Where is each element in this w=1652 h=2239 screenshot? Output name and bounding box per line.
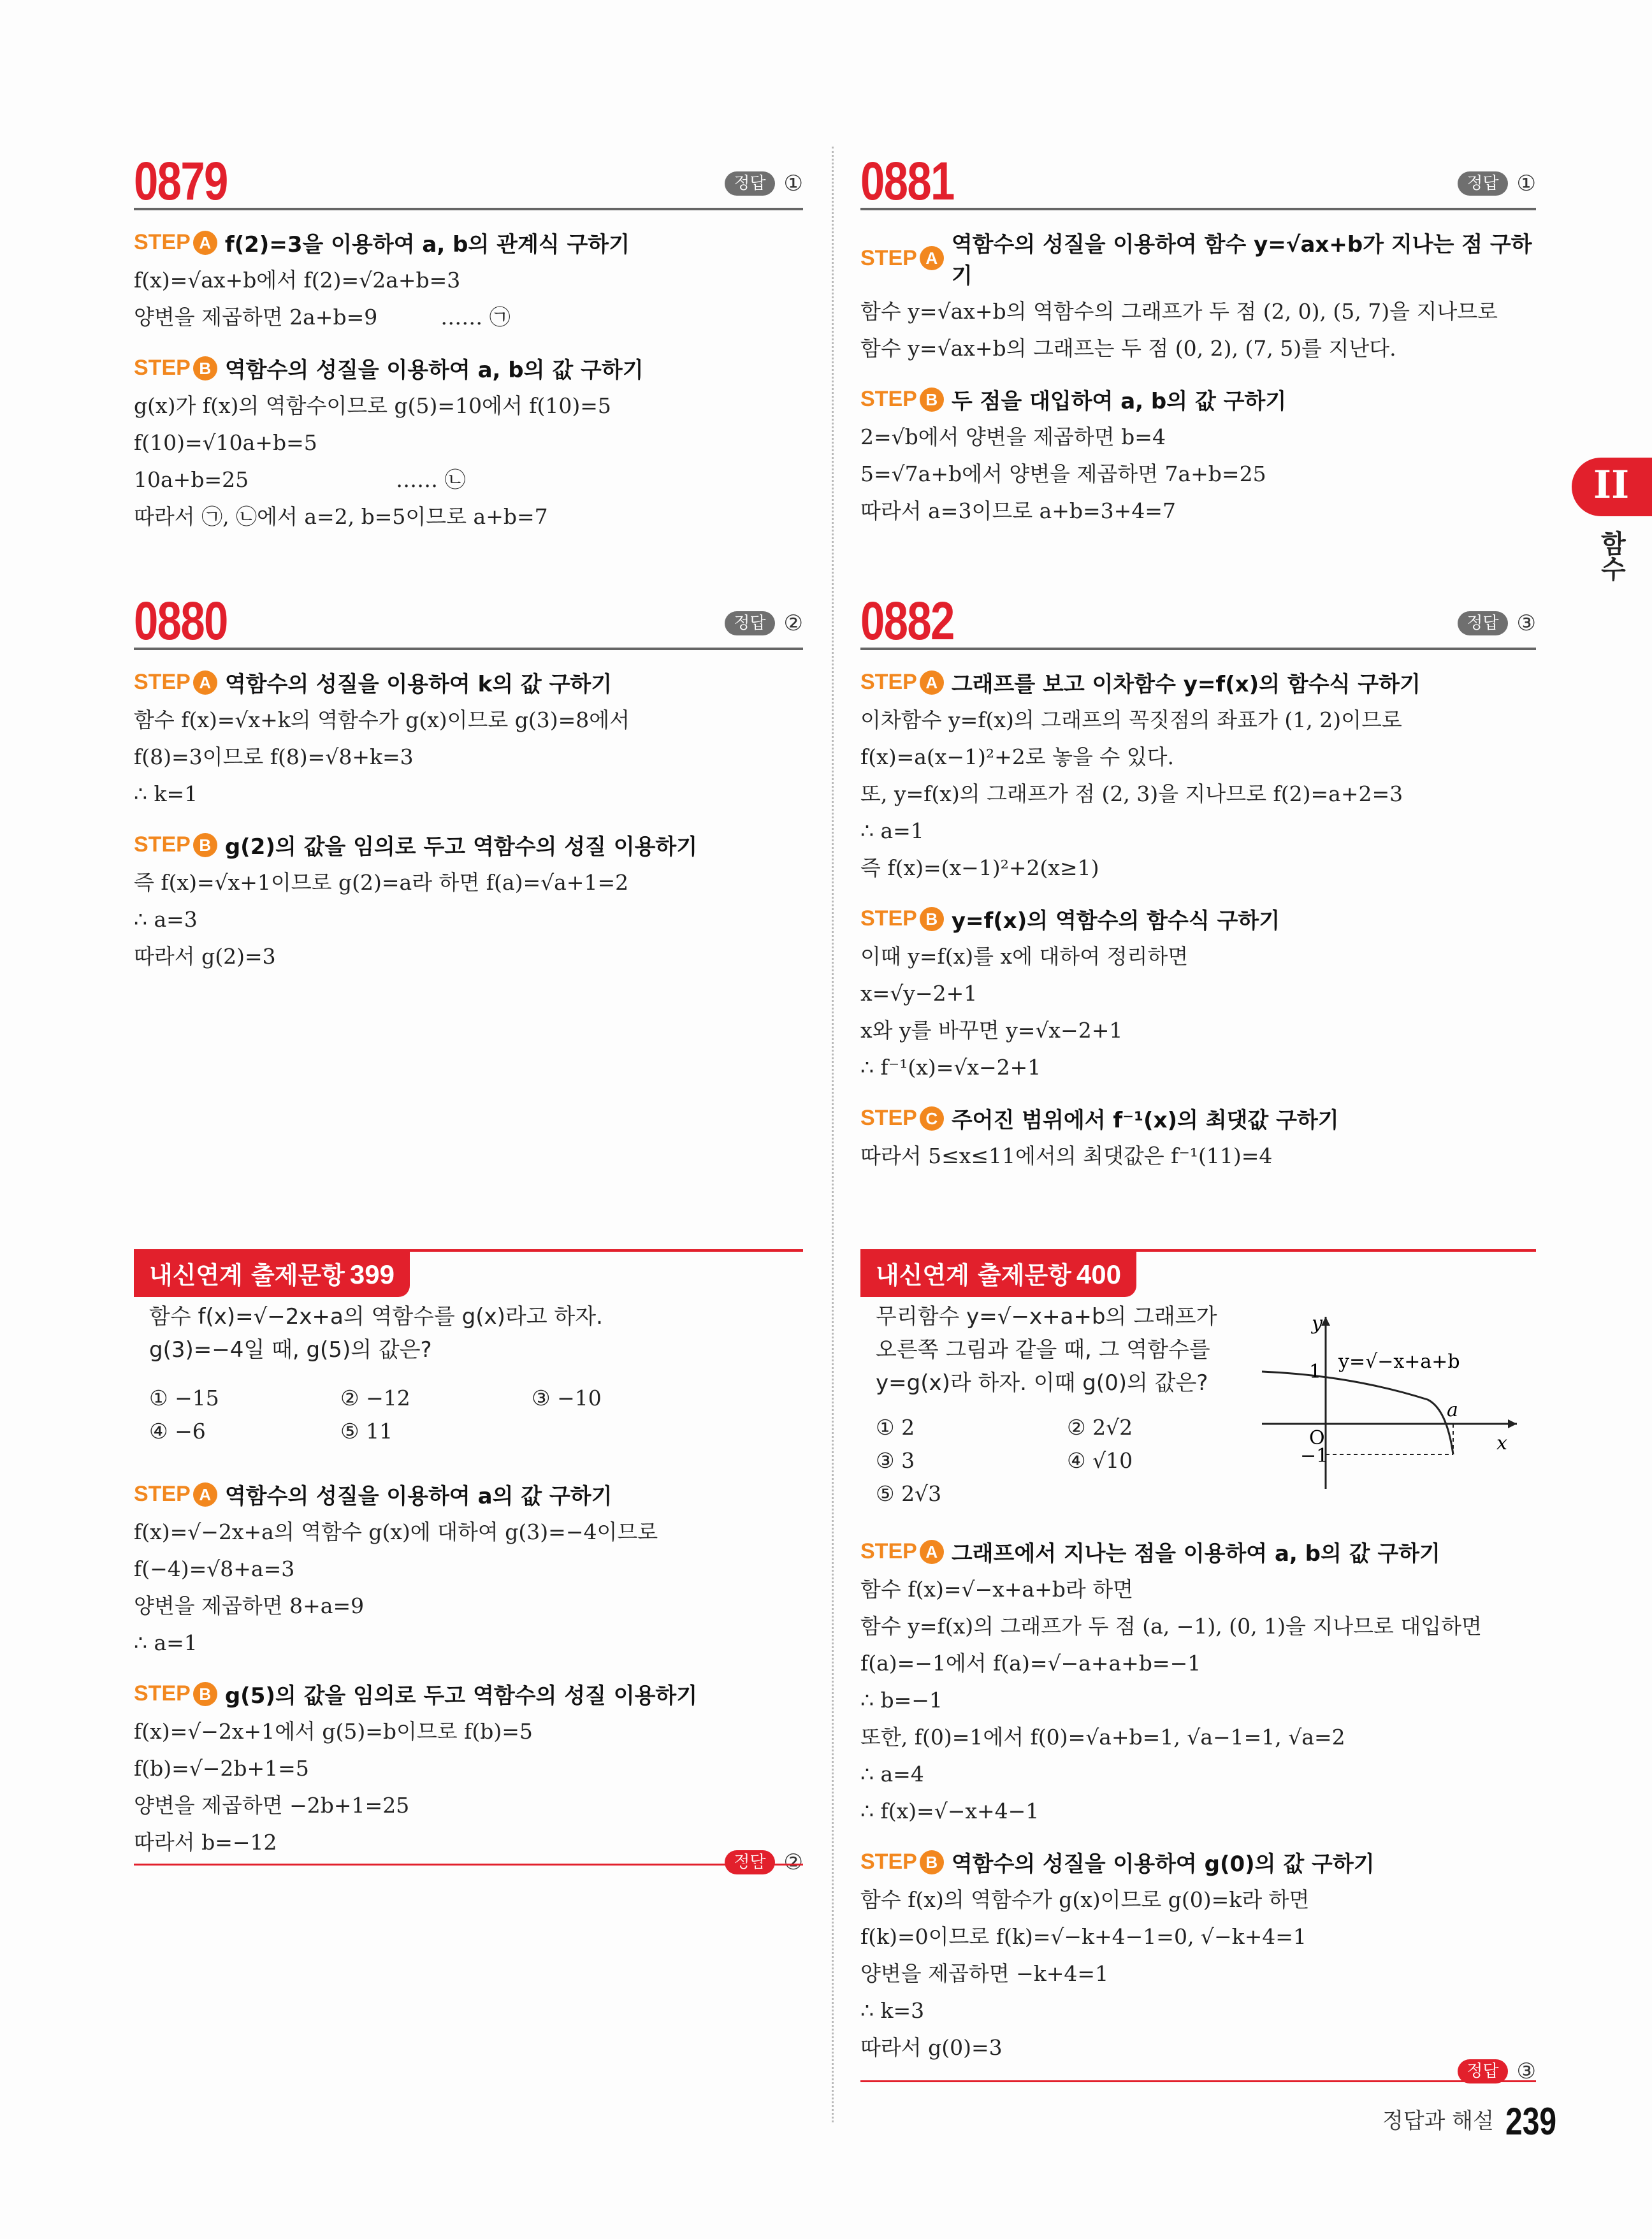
solution-line: x=√y−2+1 [860,981,978,1006]
problem-header [134,147,803,210]
step-a [860,667,1536,698]
solution-line: f(10)=√10a+b=5 [134,430,317,455]
choice-row [876,1448,1258,1481]
step-b [860,1846,1536,1878]
solution-line: ∴ a=1 [134,1630,198,1655]
answer-value: ③ [1516,611,1536,636]
step-b [134,352,803,384]
answer-indicator [725,611,803,636]
question-line: 오른쪽 그림과 같을 때, 그 역함수를 [876,1337,1210,1363]
step-tag: STEP B [134,832,217,857]
problem-number: 0879 [134,151,228,211]
linked-problem-tag [860,1249,1136,1297]
column-divider [832,147,834,2122]
solution [134,1462,803,1861]
step-letter: B [193,356,217,380]
choice: ④ −6 [149,1419,206,1444]
solution-line: 함수 y=√ax+b의 그래프는 두 점 (0, 2), (7, 5)를 지난다. [860,336,1396,361]
x-tick-a: a [1447,1399,1458,1421]
curve-label: y=√−x+a+b [1338,1351,1460,1373]
choice-row [876,1481,1258,1514]
step-title: 역함수의 성질을 이용하여 함수 y=√ax+b가 지나는 점 구하기 [951,232,1532,289]
answer-indicator [1458,611,1536,636]
solution-line: 양변을 제곱하면 −2b+1=25 [134,1793,410,1818]
question-line: y=g(x)라 하자. 이때 g(0)의 값은? [876,1370,1208,1396]
step-b [134,1678,803,1709]
solution-line: 또한, f(0)=1에서 f(0)=√a+b=1, √a−1=1, √a=2 [860,1725,1345,1750]
solution-line: 함수 y=√ax+b의 역함수의 그래프가 두 점 (2, 0), (5, 7)을 지나므로 [860,299,1498,324]
step-tag: STEP B [860,906,944,931]
step-letter: C [920,1106,944,1131]
step-letter: A [920,246,944,270]
solution-line: 10a+b=25 …… ㉡ [134,467,466,492]
solution-line: 따라서 5≤x≤11에서의 최댓값은 f⁻¹(11)=4 [860,1143,1273,1168]
solution-line: f(x)=√−2x+1에서 g(5)=b이므로 f(b)=5 [134,1719,533,1744]
step-title: 역함수의 성질을 이용하여 a의 값 구하기 [224,1484,612,1509]
answer-value: ① [1516,171,1536,196]
y-axis-label: y [1312,1312,1322,1335]
solution-line: f(−4)=√8+a=3 [134,1556,295,1581]
solution-line: x와 y를 바꾸면 y=√x−2+1 [860,1018,1123,1043]
step-letter: A [920,1540,944,1564]
step-tag: STEP A [860,670,944,695]
origin-label: O [1309,1427,1325,1449]
solution-line: ∴ f(x)=√−x+4−1 [860,1799,1040,1823]
question-text [149,1300,603,1366]
solution-line: 함수 f(x)=√x+k의 역함수가 g(x)이므로 g(3)=8에서 [134,707,630,732]
tag-number: 399 [349,1259,395,1289]
solution-lines [134,262,803,336]
solution-line: 2=√b에서 양변을 제곱하면 b=4 [860,424,1166,449]
answer-badge: 정답 [725,1850,774,1874]
answer-indicator [1458,171,1536,196]
step-title: 역함수의 성질을 이용하여 g(0)의 값 구하기 [951,1851,1375,1877]
solution-line: 따라서 b=−12 [134,1830,277,1855]
answer-indicator [725,171,803,196]
left-column [134,0,803,2239]
problem-header [860,147,1536,210]
tag-text: 내신연계 출제문항 [876,1261,1071,1289]
solution-line: 이차함수 y=f(x)의 그래프의 꼭짓점의 좌표가 (1, 2)이므로 [860,707,1402,732]
step-title: 그래프를 보고 이차함수 y=f(x)의 함수식 구하기 [951,672,1421,697]
step-letter: A [193,231,217,255]
solution-line: f(b)=√−2b+1=5 [134,1756,309,1781]
solution-lines [134,1713,803,1861]
solution-line: 따라서 g(2)=3 [134,944,276,969]
solution-line: ∴ a=4 [860,1762,924,1786]
step-b [134,829,803,860]
x-axis-label: x [1496,1432,1507,1454]
choice: ① −15 [149,1386,219,1410]
solution-lines [860,419,1536,530]
end-rule [134,1864,803,1866]
solution-line: 또, y=f(x)의 그래프가 점 (2, 3)을 지나므로 f(2)=a+2=3 [860,781,1403,806]
choice: ⑤ 11 [340,1419,393,1444]
step-tag: STEP B [860,387,944,412]
choice: ④ √10 [1067,1448,1133,1473]
solution-line: 즉 f(x)=√x+1이므로 g(2)=a라 하면 f(a)=√a+1=2 [134,870,629,895]
step-b [860,384,1536,415]
solution-lines [860,1571,1536,1830]
solution-lines [134,702,803,813]
answer-badge: 정답 [1458,171,1507,196]
step-tag: STEP A [134,230,217,255]
question-line: 무리함수 y=√−x+a+b의 그래프가 [876,1304,1217,1330]
step-letter: B [920,907,944,931]
answer-choices [876,1415,1258,1514]
choice-row [149,1386,723,1419]
solution-lines [134,388,803,535]
step-title: 주어진 범위에서 f⁻¹(x)의 최댓값 구하기 [951,1108,1339,1133]
question-text [876,1300,1217,1400]
answer-value: ② [783,611,803,636]
linked-problem-tag [134,1249,410,1297]
step-title: g(5)의 값을 임의로 두고 역함수의 성질 이용하기 [224,1683,698,1709]
step-c [860,1103,1536,1134]
step-tag: STEP A [134,1482,217,1507]
answer-indicator [725,1850,803,1875]
choice: ① 2 [876,1415,915,1440]
solution-lines [860,1881,1536,2066]
solution-lines [860,293,1536,367]
step-tag: STEP B [134,1681,217,1706]
step-title: 역함수의 성질을 이용하여 a, b의 값 구하기 [224,358,644,383]
curve [1262,1372,1453,1454]
y-tick-positive: 1 [1309,1361,1322,1383]
step-letter: B [920,1850,944,1874]
problem-0881 [860,147,1536,530]
step-title: f(2)=3을 이용하여 a, b의 관계식 구하기 [224,232,630,257]
y-tick-negative: −1 [1300,1445,1329,1467]
problem-0879 [134,147,803,535]
solution-line: 양변을 제곱하면 −k+4=1 [860,1961,1109,1986]
solution-line: ∴ a=3 [134,907,198,932]
solution-line: 따라서 a=3이므로 a+b=3+4=7 [860,498,1176,523]
problem-0882 [860,586,1536,1175]
answer-value: ① [783,171,803,196]
problem-0880 [134,586,803,975]
solution-lines [860,1138,1536,1175]
step-tag: STEP B [134,356,217,380]
solution-line: 함수 f(x)=√−x+a+b라 하면 [860,1577,1133,1602]
chapter-tab-label: II [1593,463,1630,507]
answer-value: ③ [1516,2059,1536,2084]
chapter-name: 함수 [1597,530,1626,581]
problem-header [860,586,1536,650]
solution-lines [860,938,1536,1086]
right-column [860,0,1536,2239]
solution-lines [134,1514,803,1662]
answer-badge: 정답 [1458,2059,1507,2083]
step-letter: B [920,388,944,412]
choice-row [149,1419,723,1452]
question-line: 함수 f(x)=√−2x+a의 역함수를 g(x)라고 하자. [149,1304,603,1330]
solution-line: ∴ k=3 [860,1998,925,2023]
step-letter: B [193,1682,217,1706]
solution-line: f(a)=−1에서 f(a)=√−a+a+b=−1 [860,1651,1201,1676]
solution-line: 따라서 g(0)=3 [860,2035,1003,2060]
solution-line: ∴ a=1 [860,818,924,843]
solution-line: 함수 f(x)의 역함수가 g(x)이므로 g(0)=k라 하면 [860,1887,1310,1912]
solution-lines [860,702,1536,887]
tag-text: 내신연계 출제문항 [149,1261,345,1289]
choice: ③ 3 [876,1448,915,1473]
step-a [860,227,1536,289]
choice: ② −12 [340,1386,410,1410]
step-a [860,1536,1536,1567]
y-axis-arrow [1321,1317,1330,1326]
step-tag: STEP A [134,670,217,695]
step-a [134,227,803,258]
end-rule [860,2080,1536,2082]
solution-line: f(x)=√ax+b에서 f(2)=√2a+b=3 [134,268,461,293]
x-axis-arrow [1508,1419,1517,1428]
solution-lines [134,864,803,975]
solution-line: 양변을 제곱하면 2a+b=9 …… ㉠ [134,305,511,330]
step-b [860,903,1536,934]
step-title: 역함수의 성질을 이용하여 k의 값 구하기 [224,672,612,697]
tag-number: 400 [1076,1259,1121,1289]
choice: ③ −10 [532,1386,602,1410]
problem-number: 0882 [860,591,954,651]
page-number: 239 [1505,2100,1556,2143]
solution-line: 따라서 ㉠, ㉡에서 a=2, b=5이므로 a+b=7 [134,504,548,529]
linked-problem-399 [134,1249,803,1875]
solution-line: f(x)=a(x−1)²+2로 놓을 수 있다. [860,744,1175,769]
problem-number: 0880 [134,591,228,651]
step-tag: STEP B [860,1850,944,1874]
solution-line: ∴ f⁻¹(x)=√x−2+1 [860,1055,1041,1080]
step-letter: A [920,670,944,695]
footer-label: 정답과 해설 [1382,2108,1494,2134]
problem-header [134,586,803,650]
solution-line: 양변을 제곱하면 8+a=9 [134,1593,365,1618]
step-a [134,1479,803,1510]
step-a [134,667,803,698]
step-title: 그래프에서 지나는 점을 이용하여 a, b의 값 구하기 [951,1541,1440,1567]
solution-line: 즉 f(x)=(x−1)²+2(x≥1) [860,855,1099,880]
solution-line: ∴ k=1 [134,781,198,806]
solution-line: 5=√7a+b에서 양변을 제곱하면 7a+b=25 [860,461,1266,486]
step-letter: B [193,833,217,857]
answer-value: ② [783,1850,803,1875]
choice: ② 2√2 [1067,1415,1133,1440]
choice: ⑤ 2√3 [876,1481,942,1506]
step-letter: A [193,1482,217,1507]
solution-line: f(k)=0이므로 f(k)=√−k+4−1=0, √−k+4=1 [860,1924,1307,1949]
step-title: y=f(x)의 역함수의 함수식 구하기 [951,908,1280,934]
choice-row [876,1415,1258,1448]
step-tag: STEP C [860,1106,944,1131]
step-title: 두 점을 대입하여 a, b의 값 구하기 [951,389,1287,414]
answer-choices [149,1386,723,1452]
solution [860,1519,1536,2066]
function-graph [1256,1304,1523,1495]
answer-badge: 정답 [1458,611,1507,635]
linked-problem-400 [860,1249,1536,2084]
step-letter: A [193,670,217,695]
solution-line: 이때 y=f(x)를 x에 대하여 정리하면 [860,944,1189,969]
step-tag: STEP A [860,1539,944,1564]
solution-line: f(8)=3이므로 f(8)=√8+k=3 [134,744,414,769]
step-tag: STEP A [860,246,944,271]
solution-line: f(x)=√−2x+a의 역함수 g(x)에 대하여 g(3)=−4이므로 [134,1519,658,1544]
problem-number: 0881 [860,151,954,211]
solution-line: g(x)가 f(x)의 역함수이므로 g(5)=10에서 f(10)=5 [134,393,611,418]
question-line: g(3)=−4일 때, g(5)의 값은? [149,1337,432,1363]
step-title: g(2)의 값을 임의로 두고 역함수의 성질 이용하기 [224,834,698,860]
solution-line: ∴ b=−1 [860,1688,943,1713]
answer-badge: 정답 [725,611,774,635]
solution-line: 함수 y=f(x)의 그래프가 두 점 (a, −1), (0, 1)을 지나므로 대입하면 [860,1614,1482,1639]
answer-badge: 정답 [725,171,774,196]
